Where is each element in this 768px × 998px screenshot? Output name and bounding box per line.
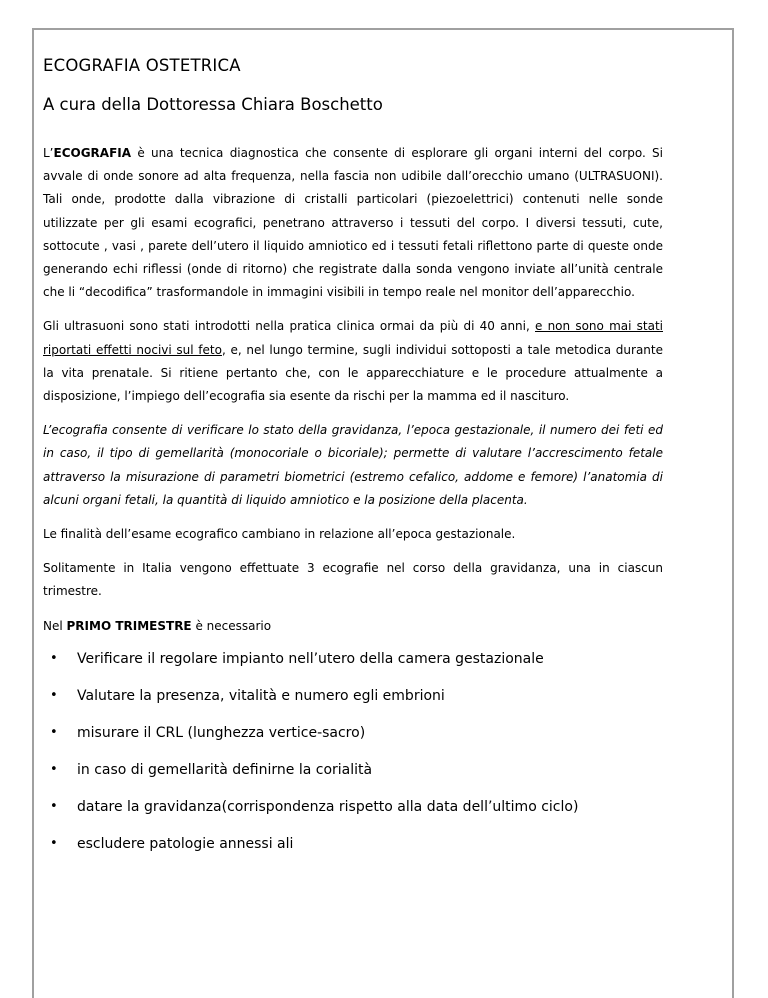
list-item [43,723,663,743]
first-trimester-bold: PRIMO TRIMESTRE [66,618,192,633]
paragraph-purpose: L’ecografia consente di verificare lo stato della gravidanza, l’epoca gestazionale, il numero dei feti ed in caso, il tipo di gemellarità (monocoriale o bicoriale); permette di valutare l’accrescimento fetale attraverso la misurazione di parametri biometrici (estremo cefalico, addome e femore) l’anatomia di alcuni organi fetali, la quantità di liquido amniotico e la posizione della placenta. [43,423,663,507]
bullet-icon: • [50,798,58,814]
document-content [43,56,663,871]
list-item [43,649,663,669]
paragraph-safety-pre: Gli ultrasuoni sono stati introdotti nella pratica clinica ormai da più di 40 anni, [43,319,535,334]
paragraph-safety-post: , e, nel lungo termine, sugli individui sottoposti a tale metodica durante la vita prenatale. Si ritiene pertanto che, con le apparecchiature e le procedure attualmente a disposizione, l’impiego dell’ecografia sia esente da rischi per la mamma ed il nascituro. [43,342,663,404]
paragraph-definition-text: è una tecnica diagnostica che consente di esplorare gli organi interni del corpo. Si avvale di onde sonore ad alta frequenza, nella fascia non udibile dall’orecchio umano (ULTRASUONI). Tali onde, prodotte dalla vibrazione di cristalli particolari (piezoelettrici) contenuti nelle sonde utilizzate per gli esami ecografici, penetrano attraverso i tessuti del corpo. I diversi tessuti, cute, sottocute , vasi , parete dell’utero il liquido amniotico ed i tessuti fetali riflettono parte di queste onde generando echi riflessi (onde di ritorno) che registrate dalla sonda vengono inviate all’unità centrale che li “decodifica” trasformandole in immagini visibili in tempo reale nel monitor dell’apparecchio. [43,146,663,300]
paragraph-first-trimester [43,615,663,638]
bullet-icon: • [50,687,58,703]
paragraph-definition [43,142,663,304]
document-body [43,142,663,638]
paragraph-safety [43,315,663,408]
bullet-icon: • [50,650,58,666]
list-item-text: Valutare la presenza, vitalità e numero egli embrioni [77,687,445,704]
list-item [43,834,663,854]
list-item-text: escludere patologie annessi ali [77,835,294,852]
list-item [43,686,663,706]
document-author: A cura della Dottoressa Chiara Boschetto [43,95,383,114]
list-item-text: misurare il CRL (lunghezza vertice-sacro) [77,724,366,741]
paragraph-schedule: Solitamente in Italia vengono effettuate 3 ecografie nel corso della gravidanza, una in ciascun trimestre. [43,561,663,599]
first-trimester-list [43,649,663,854]
list-item-text: Verificare il regolare impianto nell’utero della camera gestazionale [77,650,544,667]
list-item-text: datare la gravidanza(corrispondenza rispetto alla data dell’ultimo ciclo) [77,798,579,815]
paragraph-safety-underlined: e non sono mai stati riportati effetti nocivi sul feto [43,319,663,357]
paragraph-definition-bold: ECOGRAFIA [53,146,132,160]
document-title: ECOGRAFIA OSTETRICA [43,56,241,75]
first-trimester-post: è necessario [191,618,272,633]
list-item-text: in caso di gemellarità definirne la corialità [77,761,373,778]
list-item [43,760,663,780]
bullet-icon: • [50,724,58,740]
bullet-icon: • [50,761,58,777]
bullet-icon: • [50,835,58,851]
list-item [43,797,663,817]
paragraph-goals: Le finalità dell’esame ecografico cambiano in relazione all’epoca gestazionale. [43,527,516,542]
paragraph-definition-pre: L’ [43,146,54,160]
first-trimester-pre: Nel [43,618,67,633]
